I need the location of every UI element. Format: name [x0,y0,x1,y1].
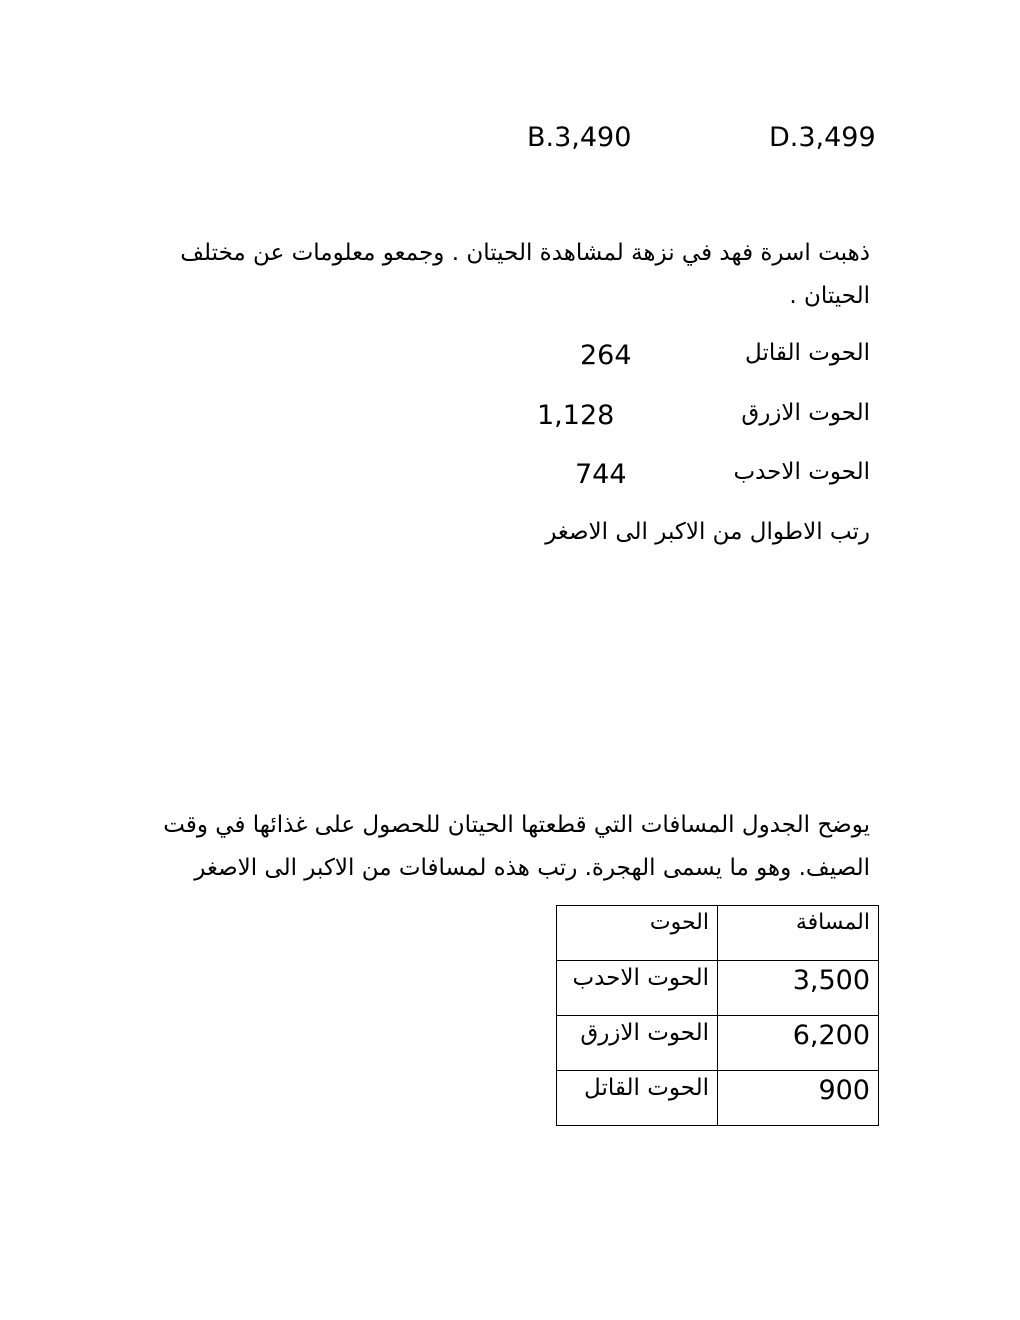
cell-distance: 900 [718,1071,879,1126]
header-distance: المسافة [718,906,879,961]
whale-name-humpback: الحوت الاحدب [733,459,870,485]
question2-line2: الصيف. وهو ما يسمى الهجرة. رتب هذه لمسافات من الاكبر الى الاصغر [194,855,870,881]
whale-length-blue: 1,128 [537,400,615,431]
table-row [557,1071,879,1126]
table-row [557,961,879,1016]
whale-length-humpback: 744 [575,459,627,490]
question2-text [163,804,870,890]
distance-table [556,905,879,1126]
question2-line1: يوضح الجدول المسافات التي قطعتها الحيتان للحصول على غذائها في وقت [163,812,870,838]
table-row [557,1016,879,1071]
cell-distance: 6,200 [718,1016,879,1071]
cell-distance: 3,500 [718,961,879,1016]
question1-instruction: رتب الاطوال من الاكبر الى الاصغر [545,519,870,545]
option-d: D.3,499 [769,122,876,153]
header-whale: الحوت [557,906,718,961]
whale-length-killer: 264 [580,340,632,371]
question1-line1: ذهبت اسرة فهد في نزهة لمشاهدة الحيتان . وجمعو معلومات عن مختلف [180,240,870,266]
whale-name-blue: الحوت الازرق [741,400,870,426]
question1-line2: الحيتان . [789,283,870,309]
whale-name-killer: الحوت القاتل [745,340,870,366]
cell-whale: الحوت الاحدب [557,961,718,1016]
cell-whale: الحوت القاتل [557,1071,718,1126]
table-header-row [557,906,879,961]
option-b: B.3,490 [527,122,632,153]
cell-whale: الحوت الازرق [557,1016,718,1071]
question1-text [180,232,870,318]
